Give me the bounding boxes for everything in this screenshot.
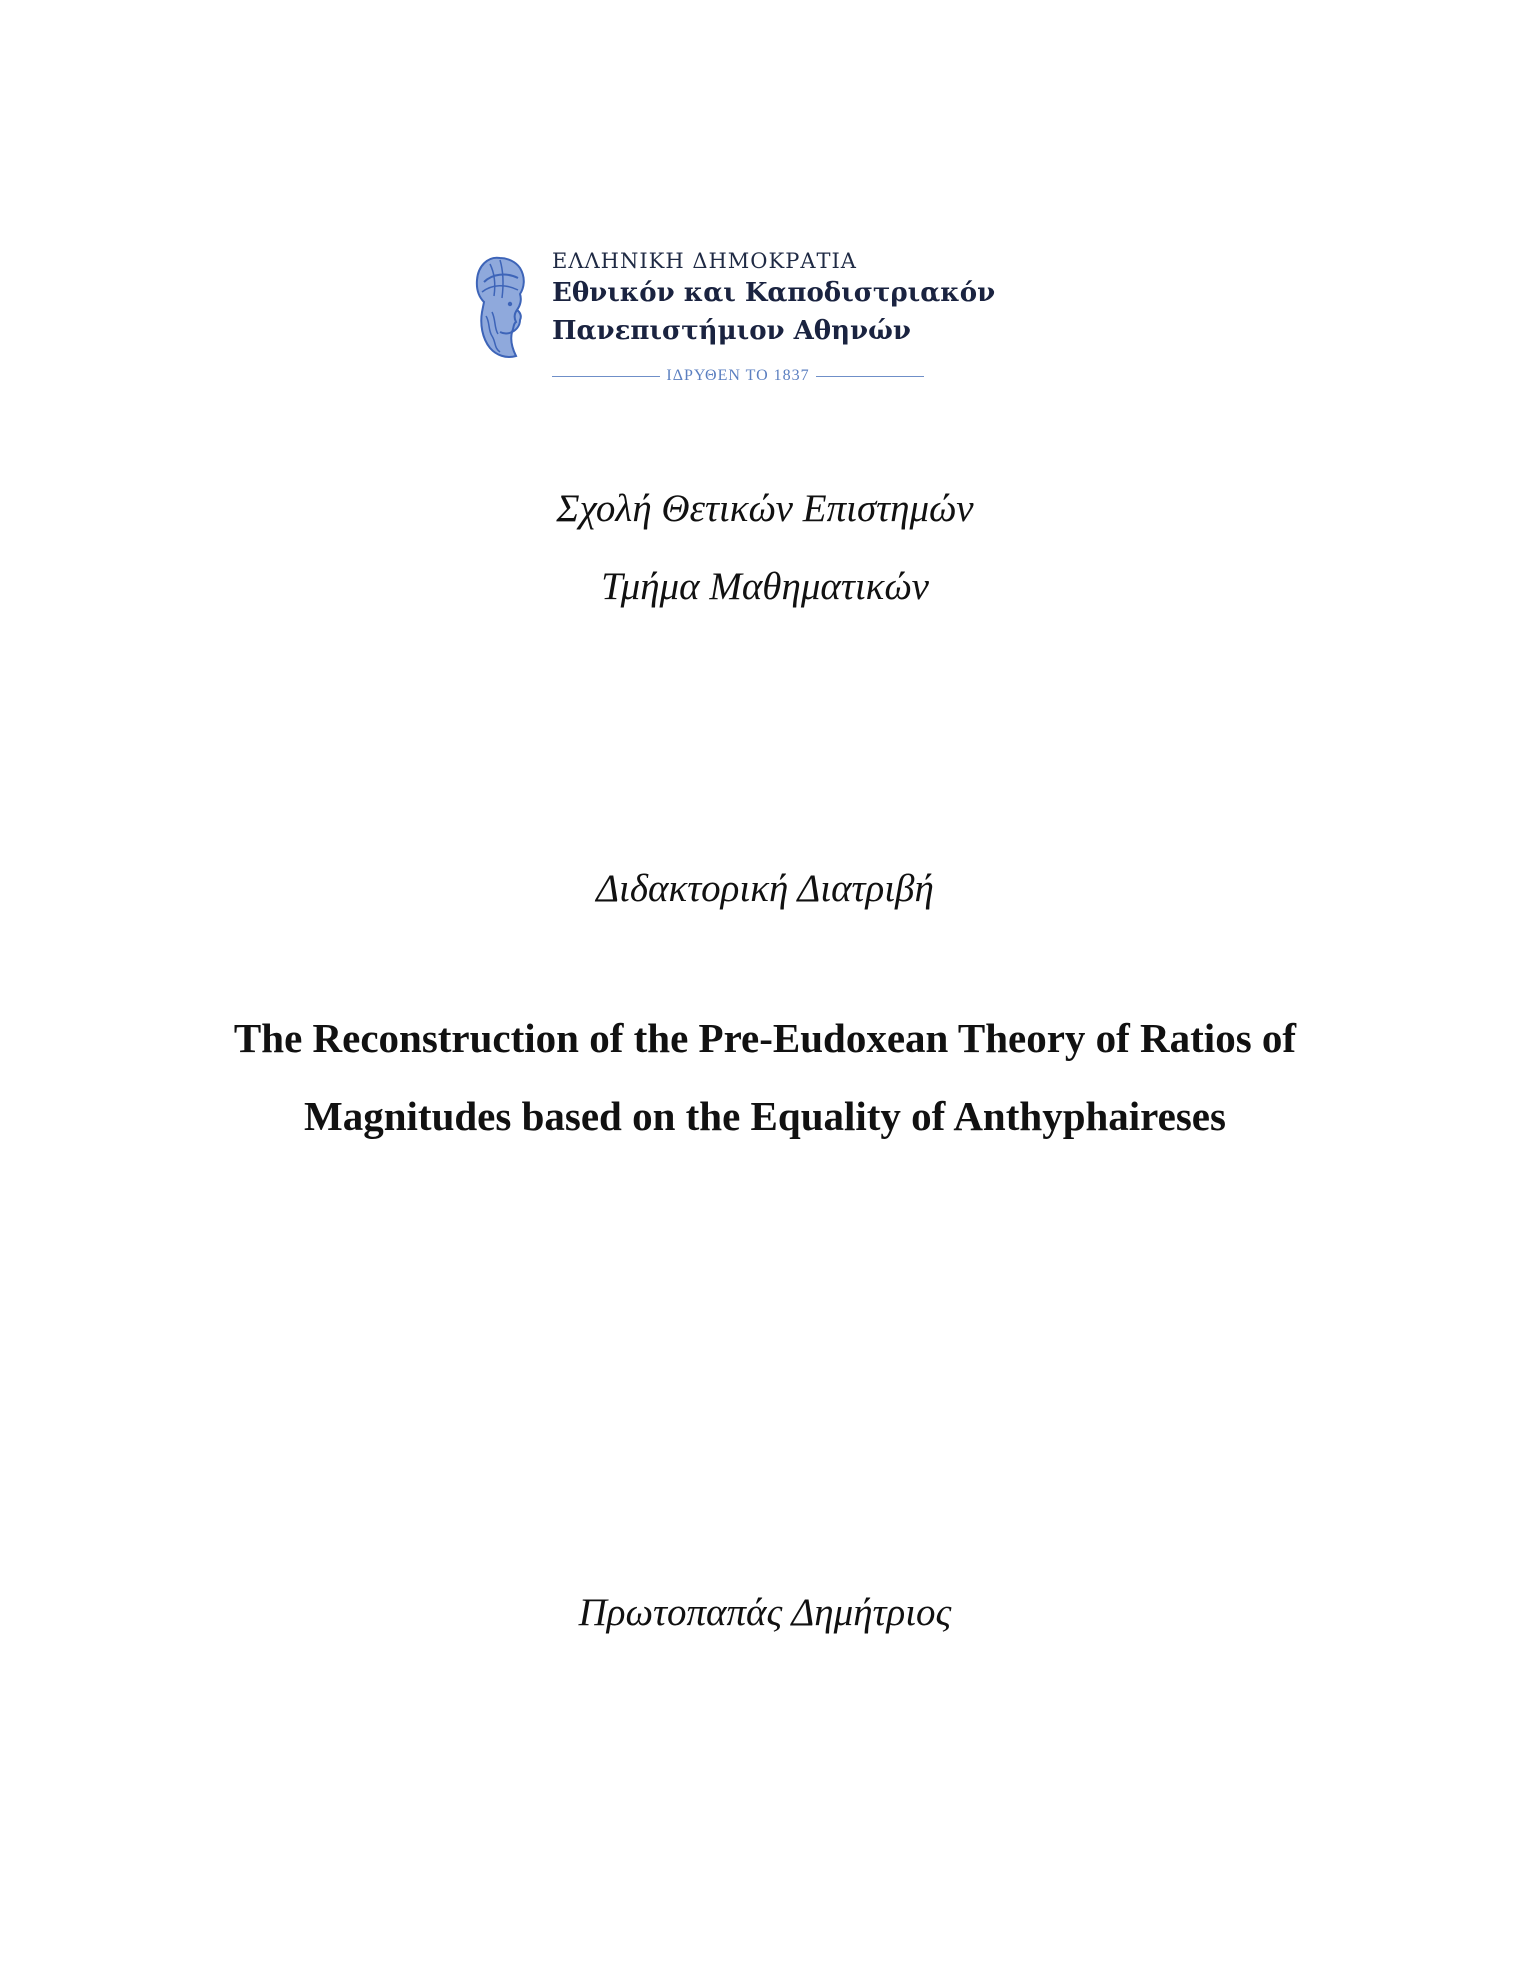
school-name: Σχολή Θετικών Επιστημών	[556, 487, 974, 530]
founded-banner	[552, 364, 924, 388]
thesis-title-line1: The Reconstruction of the Pre-Eudoxean Theory of Ratios of	[233, 1015, 1297, 1061]
founded-rule-right	[816, 376, 924, 377]
founded-label: ΙΔΡΥΘΕΝ ΤΟ 1837	[666, 367, 810, 384]
athena-head-emblem-icon	[470, 252, 532, 362]
university-name-line2: Πανεπιστήμιον Αθηνών	[552, 316, 911, 346]
thesis-title-line2: Magnitudes based on the Equality of Anthyphaireses	[304, 1093, 1226, 1139]
department-name: Τμήμα Μαθηματικών	[601, 565, 929, 608]
document-type: Διδακτορική Διατριβή	[596, 867, 934, 910]
university-logo	[470, 248, 1030, 394]
university-name-line1: Εθνικόν και Καποδιστριακόν	[552, 278, 996, 308]
founded-rule-left	[552, 376, 660, 377]
republic-label: ΕΛΛΗΝΙΚΗ ΔΗΜΟΚΡΑΤΙΑ	[552, 249, 857, 273]
author-name: Πρωτοπαπάς Δημήτριος	[578, 1591, 952, 1634]
